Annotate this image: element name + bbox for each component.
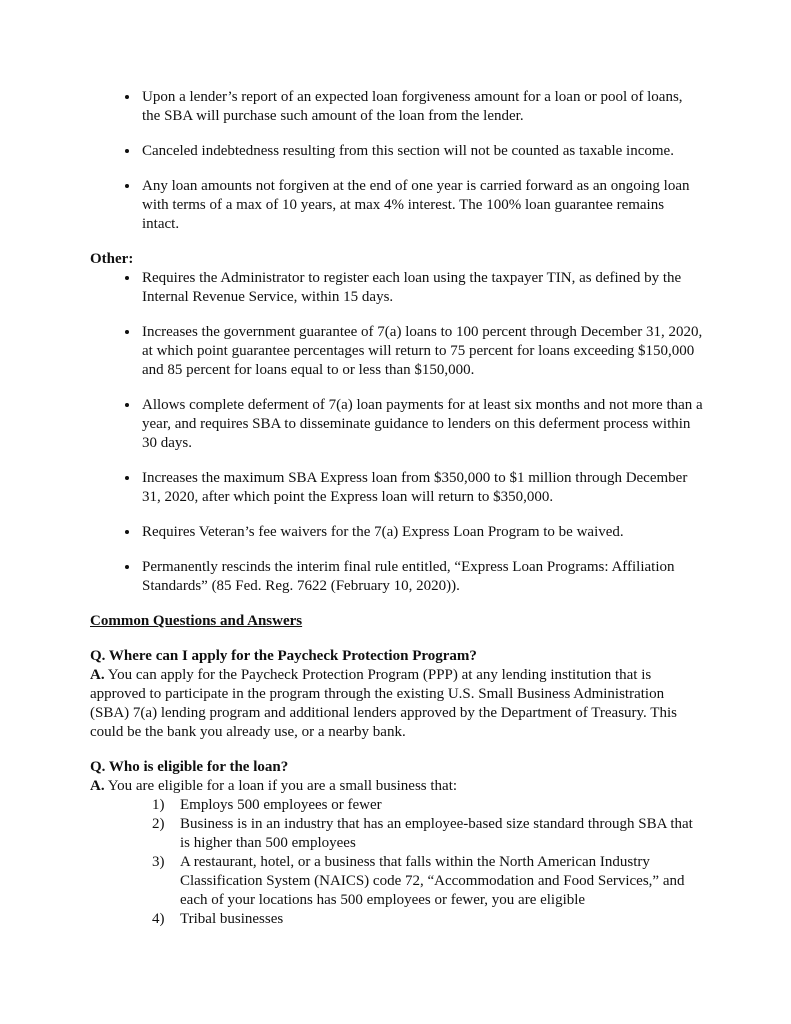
qa-section-heading: Common Questions and Answers [90,613,303,629]
qa-block-eligibility [90,758,703,929]
numbered-item [152,853,703,910]
intro-bullet-list [90,88,703,234]
other-heading: Other: [90,251,134,267]
item-number: 1) [152,797,165,813]
item-text: A restaurant, hotel, or a business that falls within the North American Industry Classification System (NAICS) code 72, “Accommodation and Food Services,” and each of your locations has 500 employees or fewer, you are eligible [180,854,685,908]
item-number: 3) [152,854,165,870]
numbered-item [152,796,703,815]
bullet-item: • Requires Veteran’s fee waivers for the 7(a) Express Loan Program to be waived. [140,523,703,542]
question-text: Q. Where can I apply for the Paycheck Protection Program? [90,648,477,664]
numbered-item [152,815,703,853]
bullet-item: • Permanently rescinds the interim final rule entitled, “Express Loan Programs: Affiliation Standards” (85 Fed. Reg. 7622 (February 10, 2020)). [140,558,703,596]
item-text: Employs 500 employees or fewer [180,797,382,813]
bullet-item: • Requires the Administrator to register each loan using the taxpayer TIN, as defined by the Internal Revenue Service, within 15 days. [140,269,703,307]
question-text: Q. Who is eligible for the loan? [90,759,289,775]
qa-block-apply [90,647,703,742]
bullet-item: • Increases the government guarantee of 7(a) loans to 100 percent through December 31, 2020, at which point guarantee percentages will return to 75 percent for loans exceeding $150,000 and 85 percent for loans equal to or less than $150,000. [140,323,703,380]
bullet-item: • Canceled indebtedness resulting from this section will not be counted as taxable income. [140,142,703,161]
item-text: Tribal businesses [180,911,284,927]
answer-paragraph [90,666,703,742]
numbered-item [152,910,703,929]
item-number: 4) [152,911,165,927]
item-number: 2) [152,816,165,832]
answer-paragraph [90,777,703,796]
answer-text: You can apply for the Paycheck Protection Program (PPP) at any lending institution that is approved to participate in the program through the existing U.S. Small Business Administration (SBA) 7(a) lending program and additional lenders approved by the Department of Treasury. This could be the bank you already use, or a nearby bank. [90,667,677,740]
bullet-item: • Allows complete deferment of 7(a) loan payments for at least six months and not more than a year, and requires SBA to disseminate guidance to lenders on this deferment process within 30 days. [140,396,703,453]
bullet-item: • Increases the maximum SBA Express loan from $350,000 to $1 million through December 31, 2020, after which point the Express loan will return to $350,000. [140,469,703,507]
answer-prefix: A. [90,667,105,683]
item-text: Business is in an industry that has an employee-based size standard through SBA that is higher than 500 employees [180,816,693,851]
bullet-item: • Any loan amounts not forgiven at the end of one year is carried forward as an ongoing loan with terms of a max of 10 years, at max 4% interest. The 100% loan guarantee remains intact. [140,177,703,234]
eligibility-numbered-list [152,796,703,929]
bullet-item: • Upon a lender’s report of an expected loan forgiveness amount for a loan or pool of loans, the SBA will purchase such amount of the loan from the lender. [140,88,703,126]
answer-lead-text: You are eligible for a loan if you are a small business that: [107,778,458,794]
answer-prefix: A. [90,778,105,794]
other-bullet-list [90,269,703,596]
